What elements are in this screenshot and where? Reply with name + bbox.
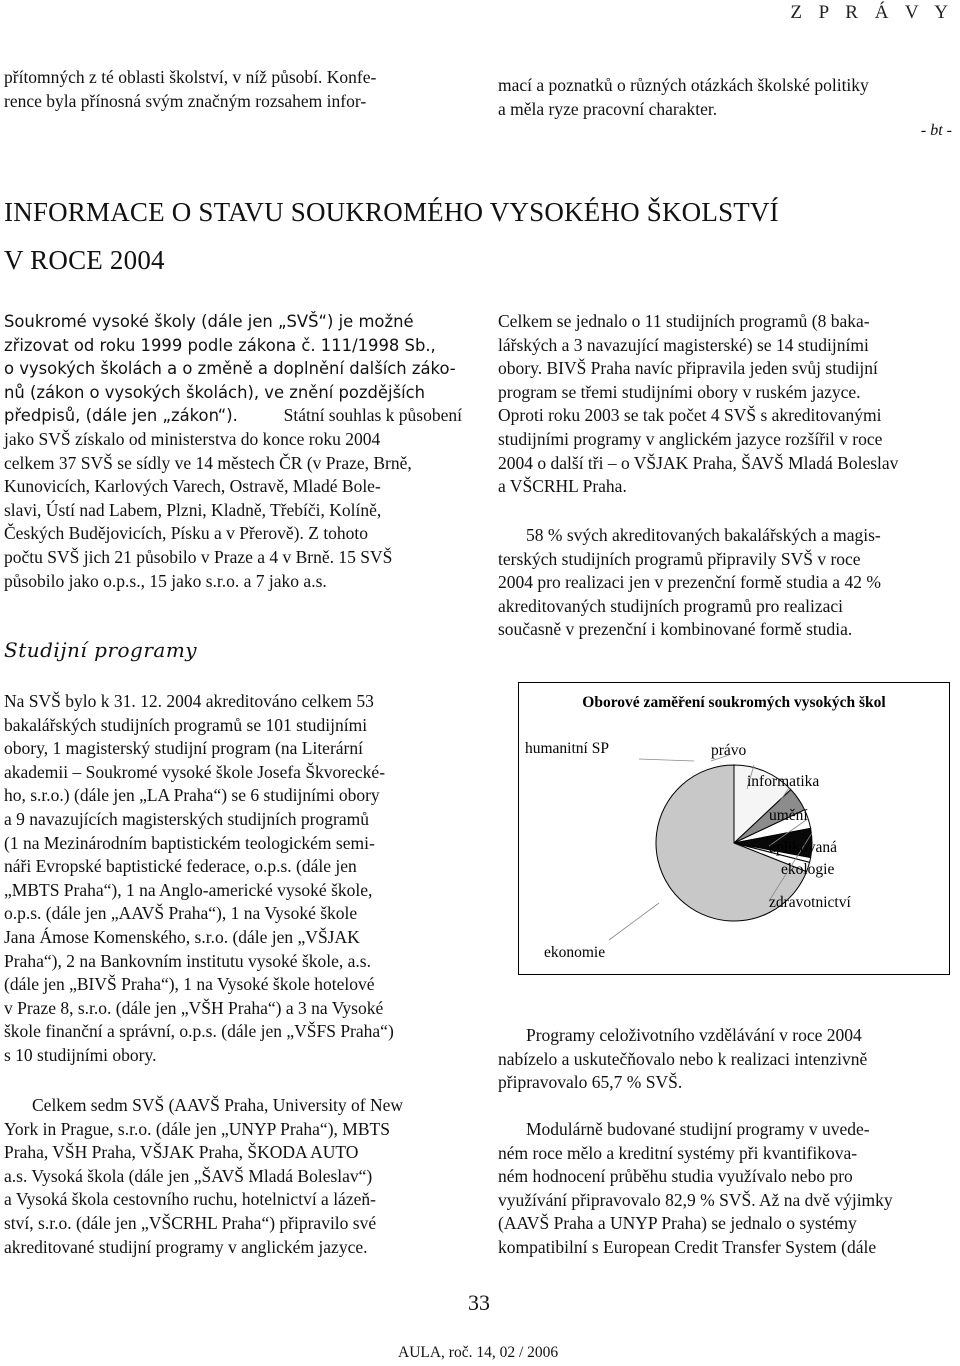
text-line: o vysokých školách a o změně a doplnění dalších záko-	[4, 359, 456, 379]
pie-chart-figure	[518, 682, 950, 975]
text-line: (AAVŠ Praha a UNYP Praha) se jednalo o systémy	[498, 1213, 857, 1234]
section-label: Z P R Á V Y	[790, 2, 954, 23]
page-number: 33	[468, 1290, 490, 1315]
text-line: počtu SVŠ jich 21 působilo v Praze a 4 v Brně. 15 SVŠ	[4, 546, 393, 567]
text-line: akreditované studijní programy v anglickém jazyce.	[4, 1236, 368, 1257]
text-line: 2004 pro realizaci jen v prezenční formě studia a 42 %	[498, 572, 881, 593]
text-line: v Praze 8, s.r.o. (dále jen „VŠH Praha“) a 3 na Vysoké	[4, 997, 384, 1018]
english-programs-continued	[498, 310, 956, 499]
title-line-2: V ROCE 2004	[4, 245, 165, 275]
text-line: Českých Budějovicích, Písku a v Přerově). Z tohoto	[4, 523, 369, 544]
journal-footer: AULA, roč. 14, 02 / 2006	[398, 1344, 559, 1361]
text-fragment: Státní souhlas k působení	[283, 405, 462, 426]
text-line: s 10 studijními obory.	[4, 1044, 157, 1065]
text-line: York in Prague, s.r.o. (dále jen „UNYP Praha“), MBTS	[4, 1118, 390, 1139]
pie-label: informatika	[747, 773, 820, 790]
text-line: připravovalo 65,7 % SVŠ.	[498, 1072, 683, 1093]
text-line: bakalářských studijních programů se 101 studijními	[4, 714, 368, 735]
credit-system-paragraph	[498, 1118, 956, 1260]
text-line: Na SVŠ bylo k 31. 12. 2004 akreditováno celkem 53	[4, 691, 374, 711]
text-line: terských studijních programů připravily SVŠ v roce	[498, 548, 861, 569]
text-line: Soukromé vysoké školy (dále jen „SVŠ“) je možné	[4, 312, 414, 331]
text-line: Praha“), 2 na Bankovním institutu vysoké škole, a.s.	[4, 950, 371, 971]
text-line: mací a poznatků o různých otázkách školské politiky	[498, 75, 869, 95]
text-line: přítomných z té oblasti školství, v níž působí. Konfe-	[4, 67, 377, 87]
text-line: zřizovat od roku 1999 podle zákona č. 111/1998 Sb.,	[4, 335, 436, 355]
text-line: náři Evropské baptistické federace, o.p.s. (dále jen	[4, 856, 357, 877]
text-line: nů (zákon o vysokých školách), ve znění pozdějších	[4, 382, 426, 402]
lifelong-learning-paragraph	[498, 1024, 956, 1095]
text-line: škole finanční a správní, o.p.s. (dále jen „VŠFS Praha“)	[4, 1021, 394, 1042]
text-line: (1 na Mezinárodním baptistickém teologickém semi-	[4, 832, 375, 853]
text-line: o.p.s. (dále jen „AAVŠ Praha“), 1 na Vysoké škole	[4, 903, 358, 924]
text-line: rence byla přínosná svým značným rozsahem infor-	[4, 90, 367, 111]
text-line: celkem 37 SVŠ se sídly ve 14 městech ČR (v Praze, Brně,	[4, 452, 412, 473]
text-line: a Vysoká škola cestovního ruchu, hotelnictví a lázeň-	[4, 1189, 376, 1210]
text-line: (dále jen „BIVŠ Praha“), 1 na Vysoké škole hotelové	[4, 974, 375, 995]
text-line: Programy celoživotního vzdělávání v roce 2004	[526, 1025, 862, 1045]
text-line: Modulárně budované studijní programy v uvede-	[526, 1119, 870, 1139]
text-line: Oproti roku 2003 se tak počet 4 SVŠ s akreditovanými	[498, 405, 882, 426]
text-line: a.s. Vysoká škola (dále jen „ŠAVŠ Mladá Boleslav“)	[4, 1165, 373, 1186]
text-line: Praha, VŠH Praha, VŠJAK Praha, ŠKODA AUTO	[4, 1142, 359, 1163]
text-line: slavi, Ústí nad Labem, Plzni, Kladně, Třebíči, Kolíně,	[4, 499, 382, 520]
pie-label: aplikovaná	[769, 839, 838, 856]
prev-article-left-text	[4, 66, 458, 113]
text-line: a 9 navazujících magisterských studijních programů	[4, 808, 369, 829]
pie-label: umění	[769, 807, 808, 824]
article-title	[4, 188, 944, 284]
text-line: nabízelo a uskutečňovalo nebo k realizaci intenzivně	[498, 1048, 868, 1069]
author-signature: - bt -	[920, 122, 952, 139]
english-programs-paragraph	[4, 1094, 462, 1259]
pie-label: zdravotnictví	[769, 894, 851, 911]
text-line: současně v prezenční i kombinované formě studia.	[498, 619, 853, 640]
pie-label: právo	[711, 742, 747, 759]
programs-paragraph	[4, 690, 462, 1068]
text-line: ství, s.r.o. (dále jen „VŠCRHL Praha“) připravilo své	[4, 1212, 377, 1233]
text-line: obory. BIVŠ Praha navíc připravila jeden svůj studijní	[498, 358, 878, 379]
text-line: jako SVŠ získalo od ministerstva do konce roku 2004	[4, 428, 381, 449]
text-line: lářských a 3 navazující magisterské) se 14 studijními	[498, 334, 869, 355]
text-line: Jana Ámose Komenského, s.r.o. (dále jen „VŠJAK	[4, 926, 360, 947]
text-line: studijními programy v anglickém jazyce rozšířil v roce	[498, 428, 883, 449]
text-line: akademii – Soukromé vysoké škole Josefa Škvorecké-	[4, 761, 386, 782]
title-line-1: INFORMACE O STAVU SOUKROMÉHO VYSOKÉHO ŠKOLSTVÍ	[4, 197, 779, 227]
leader-line	[639, 759, 694, 761]
text-line: působilo jako o.p.s., 15 jako s.r.o. a 7 jako a.s.	[4, 570, 327, 591]
text-fragment: předpisů, (dále jen „zákon“).	[4, 406, 238, 426]
text-line: ho, s.r.o.) (dále jen „LA Praha“) se 6 studijními obory	[4, 785, 380, 806]
pie-label: humanitní SP	[525, 740, 609, 757]
text-line: využívání připravovalo 82,9 % SVŠ. Až na dvě výjimky	[498, 1189, 893, 1210]
leader-line	[609, 903, 659, 940]
pie-chart	[519, 683, 949, 974]
text-line: Celkem se jednalo o 11 studijních programů (8 baka-	[498, 311, 870, 331]
text-line: ném roce mělo a kreditní systémy při kvantifikova-	[498, 1142, 858, 1163]
intro-paragraph	[4, 310, 462, 593]
text-line: program se třemi studijními obory v ruském jazyce.	[498, 381, 861, 402]
text-line: 58 % svých akreditovaných bakalářských a magis-	[526, 525, 881, 545]
prev-article-right-text	[498, 74, 954, 121]
text-line: obory, 1 magisterský studijní program (na Literární	[4, 738, 363, 759]
pie-label: ekonomie	[544, 944, 606, 961]
mixed-line	[4, 404, 462, 428]
text-line: „MBTS Praha“), 1 na Anglo-americké vysoké škole,	[4, 879, 373, 900]
text-line: akreditovaných studijních programů pro realizaci	[498, 595, 844, 616]
text-line: Celkem sedm SVŠ (AAVŠ Praha, University of New	[32, 1095, 404, 1115]
text-line: Kunovicích, Karlových Varech, Ostravě, Mladé Bole-	[4, 476, 381, 497]
pie-label: ekologie	[781, 861, 835, 878]
study-form-paragraph	[498, 524, 956, 642]
section-heading: Studijní programy	[4, 638, 198, 662]
chart-title: Oborové zaměření soukromých vysokých škol	[582, 694, 886, 711]
text-line: 2004 o další tři – o VŠJAK Praha, ŠAVŠ Mladá Boleslav	[498, 452, 899, 473]
text-line: kompatibilní s European Credit Transfer System (dále	[498, 1236, 877, 1257]
text-line: a měla ryze pracovní charakter.	[498, 98, 718, 119]
text-line: ném hodnocení průběhu studia využívalo nebo pro	[498, 1166, 853, 1187]
text-line: a VŠCRHL Praha.	[498, 476, 627, 497]
